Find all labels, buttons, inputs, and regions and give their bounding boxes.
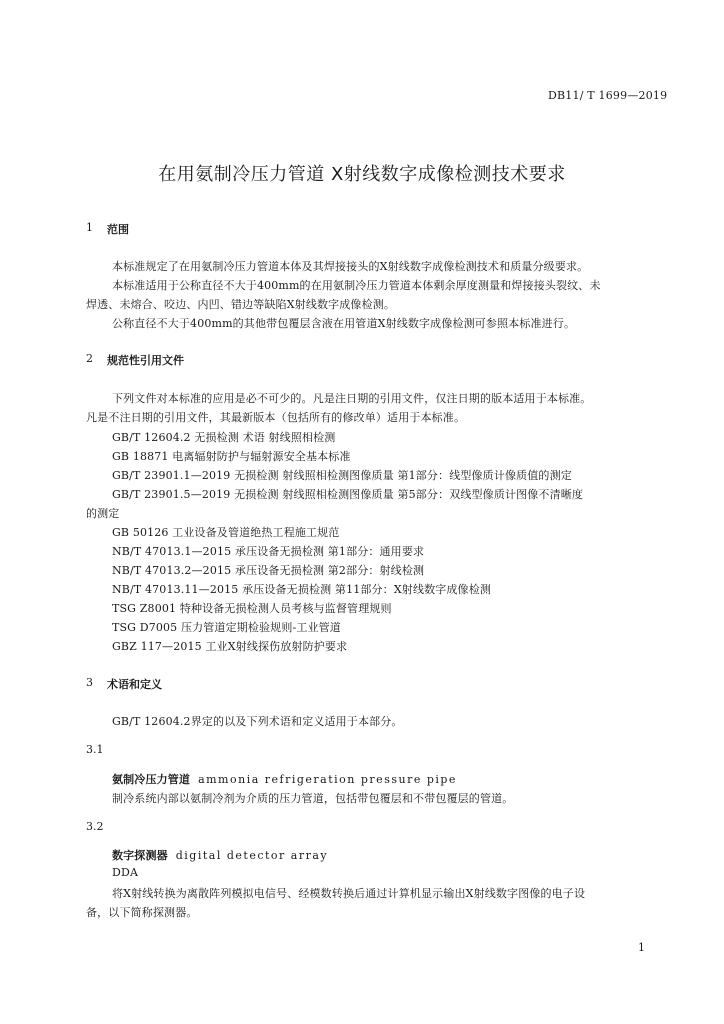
ref-item: NB/T 47013.2—2015 承压设备无损检测 第2部分：射线检测 bbox=[112, 564, 425, 577]
term-abbreviation: DDA bbox=[112, 866, 139, 879]
ref-item: TSG D7005 压力管道定期检验规则-工业管道 bbox=[112, 621, 341, 634]
ref-item: TSG Z8001 特种设备无损检测人员考核与监督管理规则 bbox=[112, 602, 392, 615]
section-title: 范围 bbox=[107, 223, 129, 236]
standard-code: DB11/ T 1699—2019 bbox=[548, 89, 668, 102]
term-definition-line-2: 备，以下简称探测器。 bbox=[86, 906, 198, 919]
scope-paragraph-2-line-2: 焊透、未熔合、咬边、内凹、错边等缺陷X射线数字成像检测。 bbox=[86, 298, 396, 311]
ref-item-continuation: 的测定 bbox=[86, 507, 120, 520]
ref-item: GB/T 12604.2 无损检测 术语 射线照相检测 bbox=[112, 431, 336, 444]
ref-item: GB/T 23901.5—2019 无损检测 射线照相检测图像质量 第5部分：双线型像质计图像不清晰度 bbox=[112, 488, 584, 501]
scope-paragraph-2-line-1: 本标准适用于公称直径不大于400mm的在用氨制冷压力管道本体剩余厚度测量和焊接接头裂纹、未 bbox=[112, 279, 601, 292]
terms-intro: GB/T 12604.2界定的以及下列术语和定义适用于本部分。 bbox=[112, 715, 403, 728]
term-number: 3.1 bbox=[86, 743, 104, 756]
term-chinese: 氨制冷压力管道 bbox=[112, 773, 191, 786]
term-number: 3.2 bbox=[86, 820, 104, 833]
ref-item: NB/T 47013.1—2015 承压设备无损检测 第1部分：通用要求 bbox=[112, 545, 425, 558]
ref-item: GB/T 23901.1—2019 无损检测 射线照相检测图像质量 第1部分：线型像质计像质值的测定 bbox=[112, 469, 572, 482]
term-heading bbox=[112, 847, 328, 863]
scope-paragraph-1: 本标准规定了在用氨制冷压力管道本体及其焊接接头的X射线数字成像检测技术和质量分级要求。 bbox=[112, 260, 589, 273]
ref-item: GBZ 117—2015 工业X射线探伤放射防护要求 bbox=[112, 640, 348, 653]
term-definition: 制冷系统内部以氨制冷剂为介质的压力管道，包括带包覆层和不带包覆层的管道。 bbox=[112, 792, 514, 805]
ref-item: NB/T 47013.11—2015 承压设备无损检测 第11部分：X射线数字成像检测 bbox=[112, 583, 491, 596]
section-number: 1 bbox=[86, 221, 93, 234]
term-english: ammonia refrigeration pressure pipe bbox=[198, 773, 457, 786]
section-number: 3 bbox=[86, 676, 93, 689]
refs-intro-line-2: 凡是不注日期的引用文件，其最新版本（包括所有的修改单）适用于本标准。 bbox=[86, 411, 466, 424]
section-number: 2 bbox=[86, 352, 93, 365]
document-title: 在用氨制冷压力管道 X射线数字成像检测技术要求 bbox=[158, 164, 566, 185]
refs-intro-line-1: 下列文件对本标准的应用是必不可少的。凡是注日期的引用文件，仅注日期的版本适用于本标准。 bbox=[112, 392, 592, 405]
ref-item: GB 50126 工业设备及管道绝热工程施工规范 bbox=[112, 526, 340, 539]
page-number: 1 bbox=[638, 941, 645, 954]
term-definition-line-1: 将X射线转换为离散阵列模拟电信号、经模数转换后通过计算机显示输出X射线数字图像的电子设 bbox=[112, 887, 586, 900]
section-title: 术语和定义 bbox=[107, 678, 162, 691]
ref-item: GB 18871 电离辐射防护与辐射源安全基本标准 bbox=[112, 450, 351, 463]
term-english: digital detector array bbox=[175, 849, 329, 862]
term-chinese: 数字探测器 bbox=[112, 849, 168, 862]
section-title: 规范性引用文件 bbox=[107, 354, 184, 367]
scope-paragraph-3: 公称直径不大于400mm的其他带包覆层含液在用管道X射线数字成像检测可参照本标准进行。 bbox=[112, 317, 576, 330]
term-heading bbox=[112, 771, 457, 787]
